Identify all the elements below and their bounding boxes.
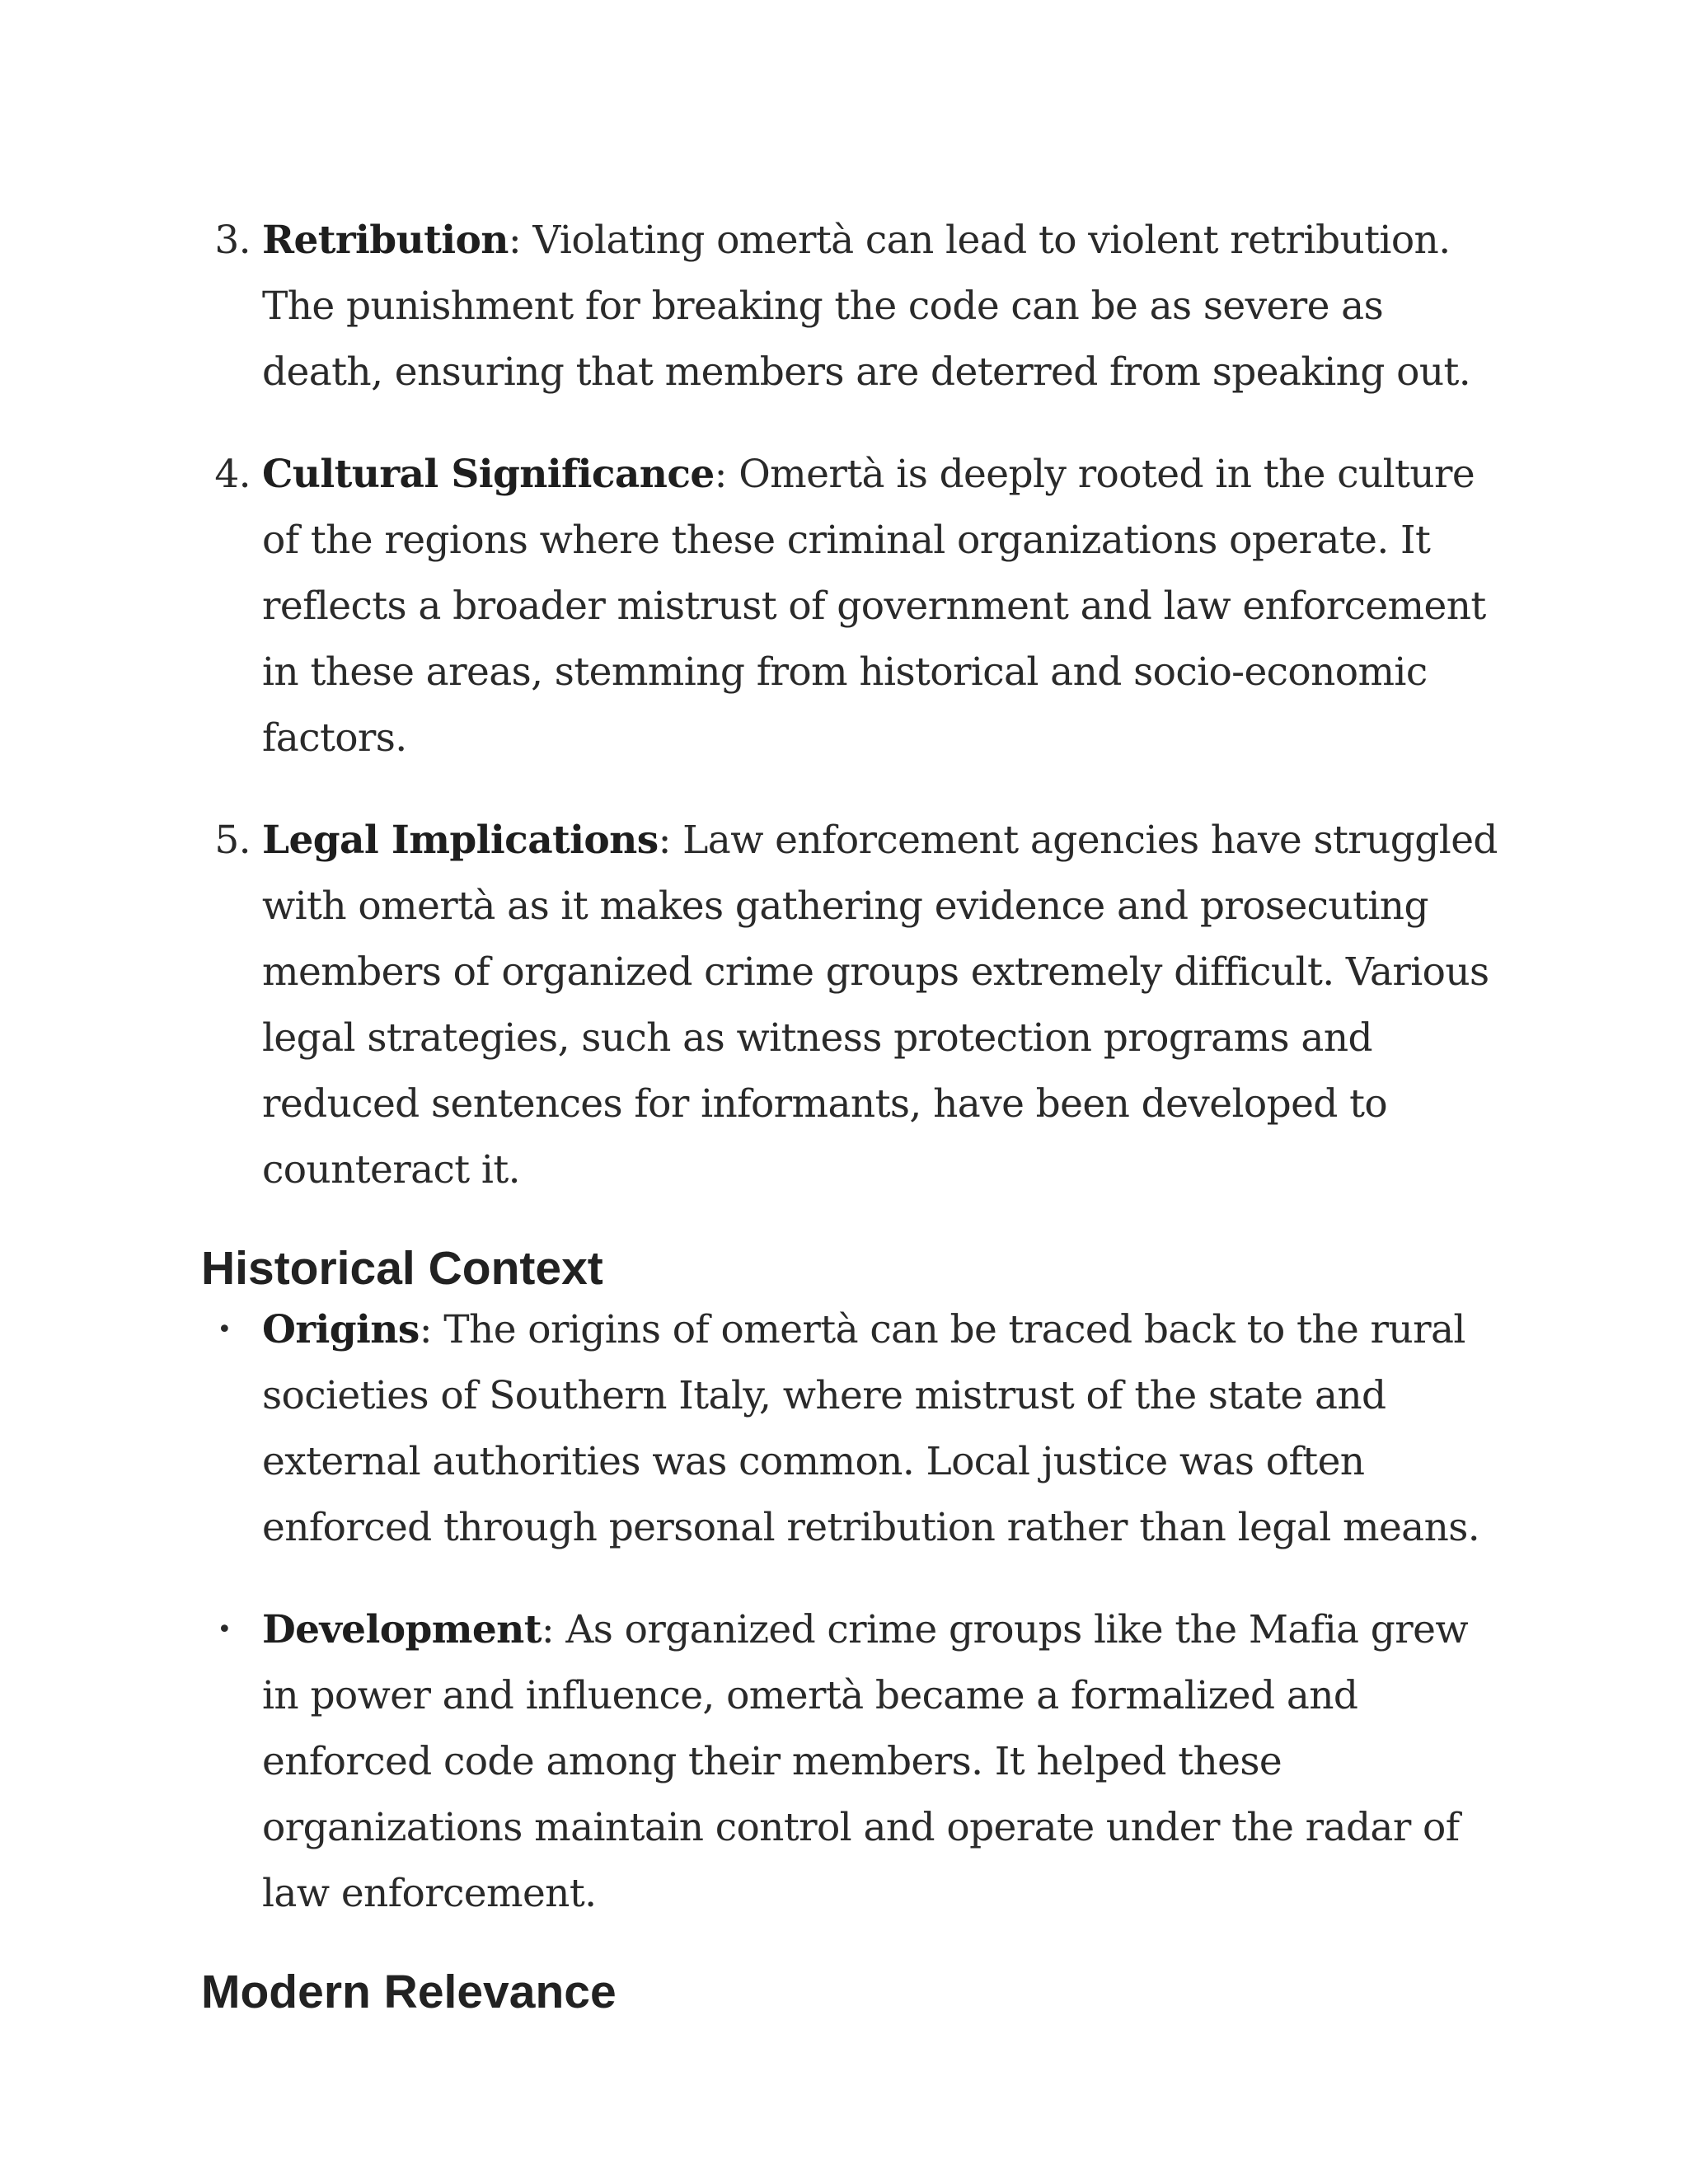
bullet-icon: • [217, 1315, 232, 1344]
list-number: 4. [214, 452, 251, 497]
list-number: 5. [214, 818, 251, 863]
section-heading-modern-relevance: Modern Relevance [201, 1966, 617, 2018]
list-item [201, 1297, 1503, 1561]
list-item [201, 208, 1503, 405]
list-item [201, 808, 1503, 1203]
list-item-text: : Law enforcement agencies have struggled with omertà as it makes gathering evidence and prosecuting members of organized crime groups extremely difficult. Various legal strategies, such as witness protection programs and reduced sentences for informants, have been developed to counteract it. [262, 818, 1498, 1193]
list-item [201, 1597, 1503, 1927]
bullet-icon: • [217, 1615, 232, 1644]
list-item-text: : Omertà is deeply rooted in the culture of the regions where these criminal organizations operate. It reflects a broader mistrust of government and law enforcement in these areas, stemming from historical and socio-economic factors. [262, 452, 1486, 761]
list-item-term: Legal Implications [262, 818, 659, 863]
list-item-term: Development [262, 1607, 542, 1652]
list-number: 3. [214, 218, 251, 263]
list-item [201, 442, 1503, 771]
bullet-list [201, 1297, 1503, 1927]
list-item-term: Origins [262, 1307, 420, 1352]
list-item-text: : The origins of omertà can be traced back to the rural societies of Southern Italy, where mistrust of the state and external authorities was common. Local justice was often enforced through personal retribution rather than legal means. [262, 1307, 1480, 1550]
document-content [201, 208, 1503, 2021]
list-item-text: : As organized crime groups like the Mafia grew in power and influence, omertà became a formalized and enforced code among their members. It helped these organizations maintain control and operate under the radar of law enforcement. [262, 1607, 1468, 1916]
numbered-list [201, 208, 1503, 1203]
list-item-text: : Violating omertà can lead to violent retribution. The punishment for breaking the code can be as severe as death, ensuring that members are deterred from speaking out. [262, 218, 1471, 395]
list-item-term: Retribution [262, 218, 509, 263]
section-heading-historical-context: Historical Context [201, 1242, 603, 1295]
list-item-term: Cultural Significance [262, 452, 715, 497]
